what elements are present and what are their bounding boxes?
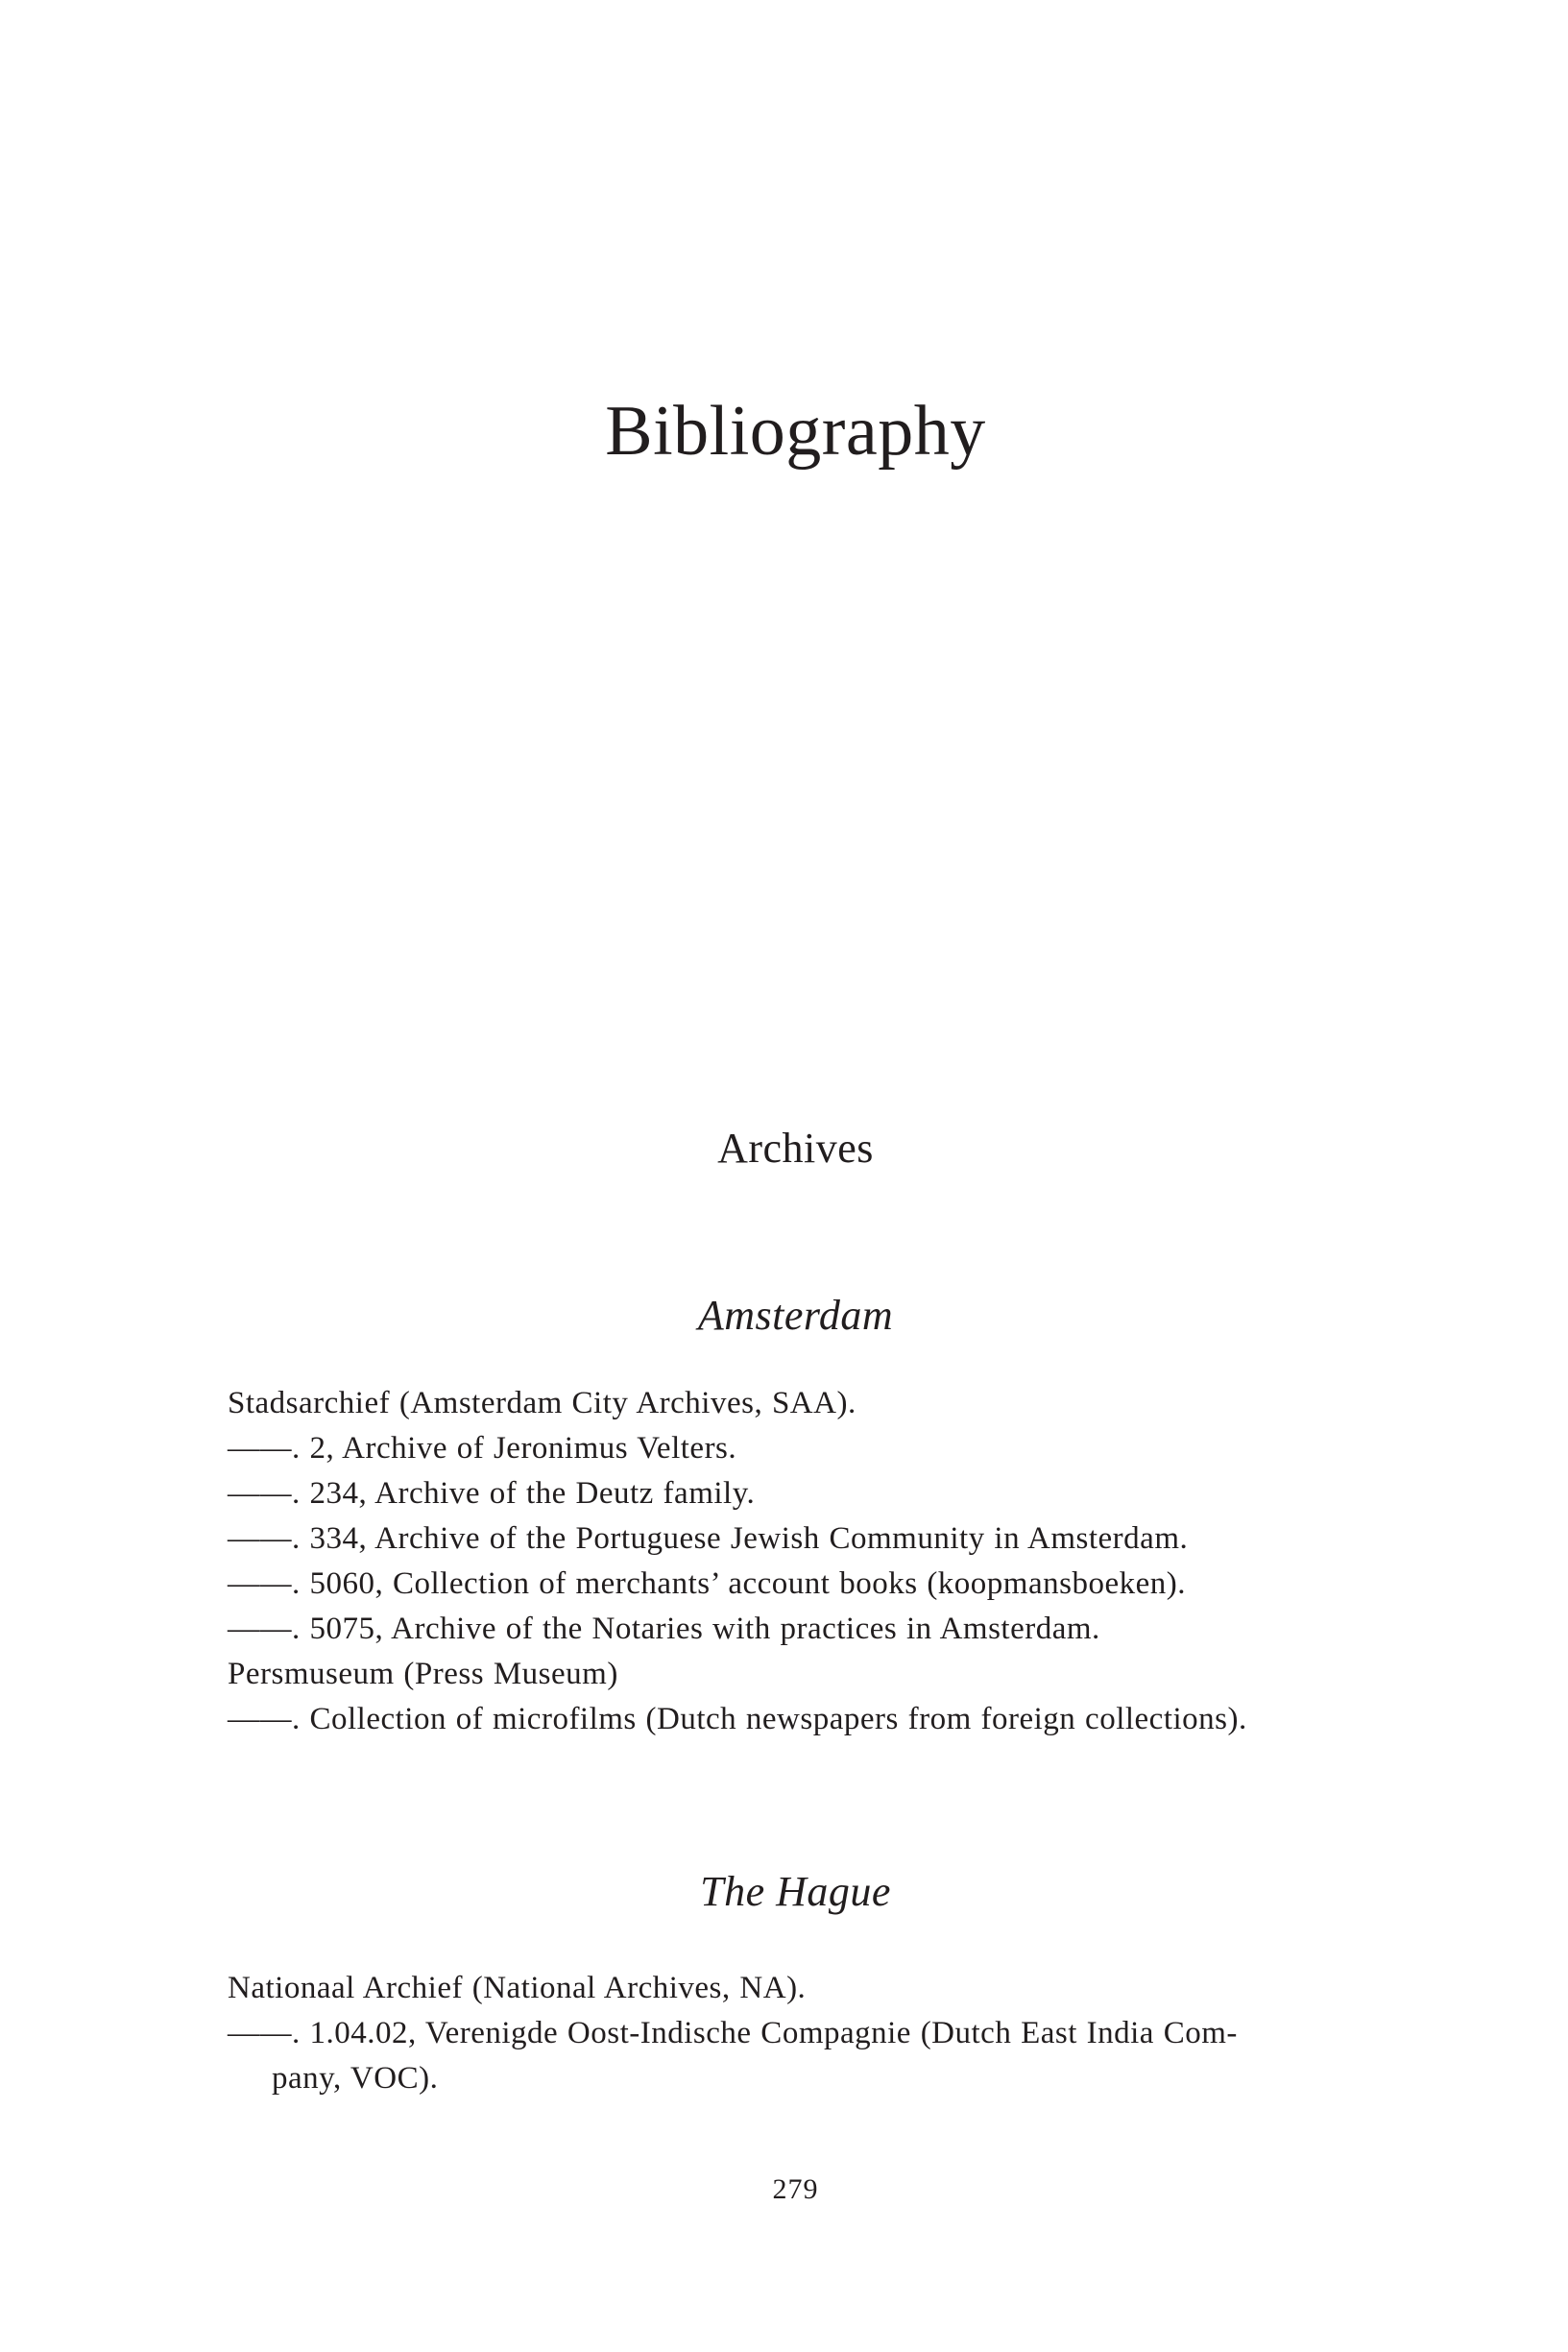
bibliography-entry-line: ——. 1.04.02, Verenigde Oost-Indische Compagnie (Dutch East India Com- xyxy=(228,2016,1238,2050)
section-heading-archives: Archives xyxy=(717,1125,874,1172)
bibliography-entry-continuation-line: pany, VOC). xyxy=(272,2061,439,2096)
page-number: 279 xyxy=(772,2173,819,2205)
bibliography-entry-line: ——. Collection of microfilms (Dutch newspapers from foreign collections). xyxy=(228,1702,1247,1736)
bibliography-entry-line: ——. 5075, Archive of the Notaries with practices in Amsterdam. xyxy=(228,1612,1100,1646)
amsterdam-entry-list xyxy=(228,1381,1375,1742)
page-title: Bibliography xyxy=(605,392,986,471)
bibliography-entry-line: ——. 334, Archive of the Portuguese Jewish Community in Amsterdam. xyxy=(228,1521,1189,1556)
bibliography-entry-line: ——. 234, Archive of the Deutz family. xyxy=(228,1476,756,1511)
bibliography-entry-line: Persmuseum (Press Museum) xyxy=(228,1657,618,1691)
bibliography-entry-line: Stadsarchief (Amsterdam City Archives, SAA). xyxy=(228,1386,856,1420)
bibliography-entry-line: ——. 2, Archive of Jeronimus Velters. xyxy=(228,1431,737,1466)
subsection-heading-amsterdam: Amsterdam xyxy=(697,1292,894,1339)
subsection-heading-the-hague: The Hague xyxy=(700,1868,891,1915)
the-hague-entry-list xyxy=(228,1966,1375,2101)
bibliography-entry-line: ——. 5060, Collection of merchants’ account books (koopmansboeken). xyxy=(228,1566,1186,1601)
bibliography-entry-line: Nationaal Archief (National Archives, NA). xyxy=(228,1971,807,2005)
